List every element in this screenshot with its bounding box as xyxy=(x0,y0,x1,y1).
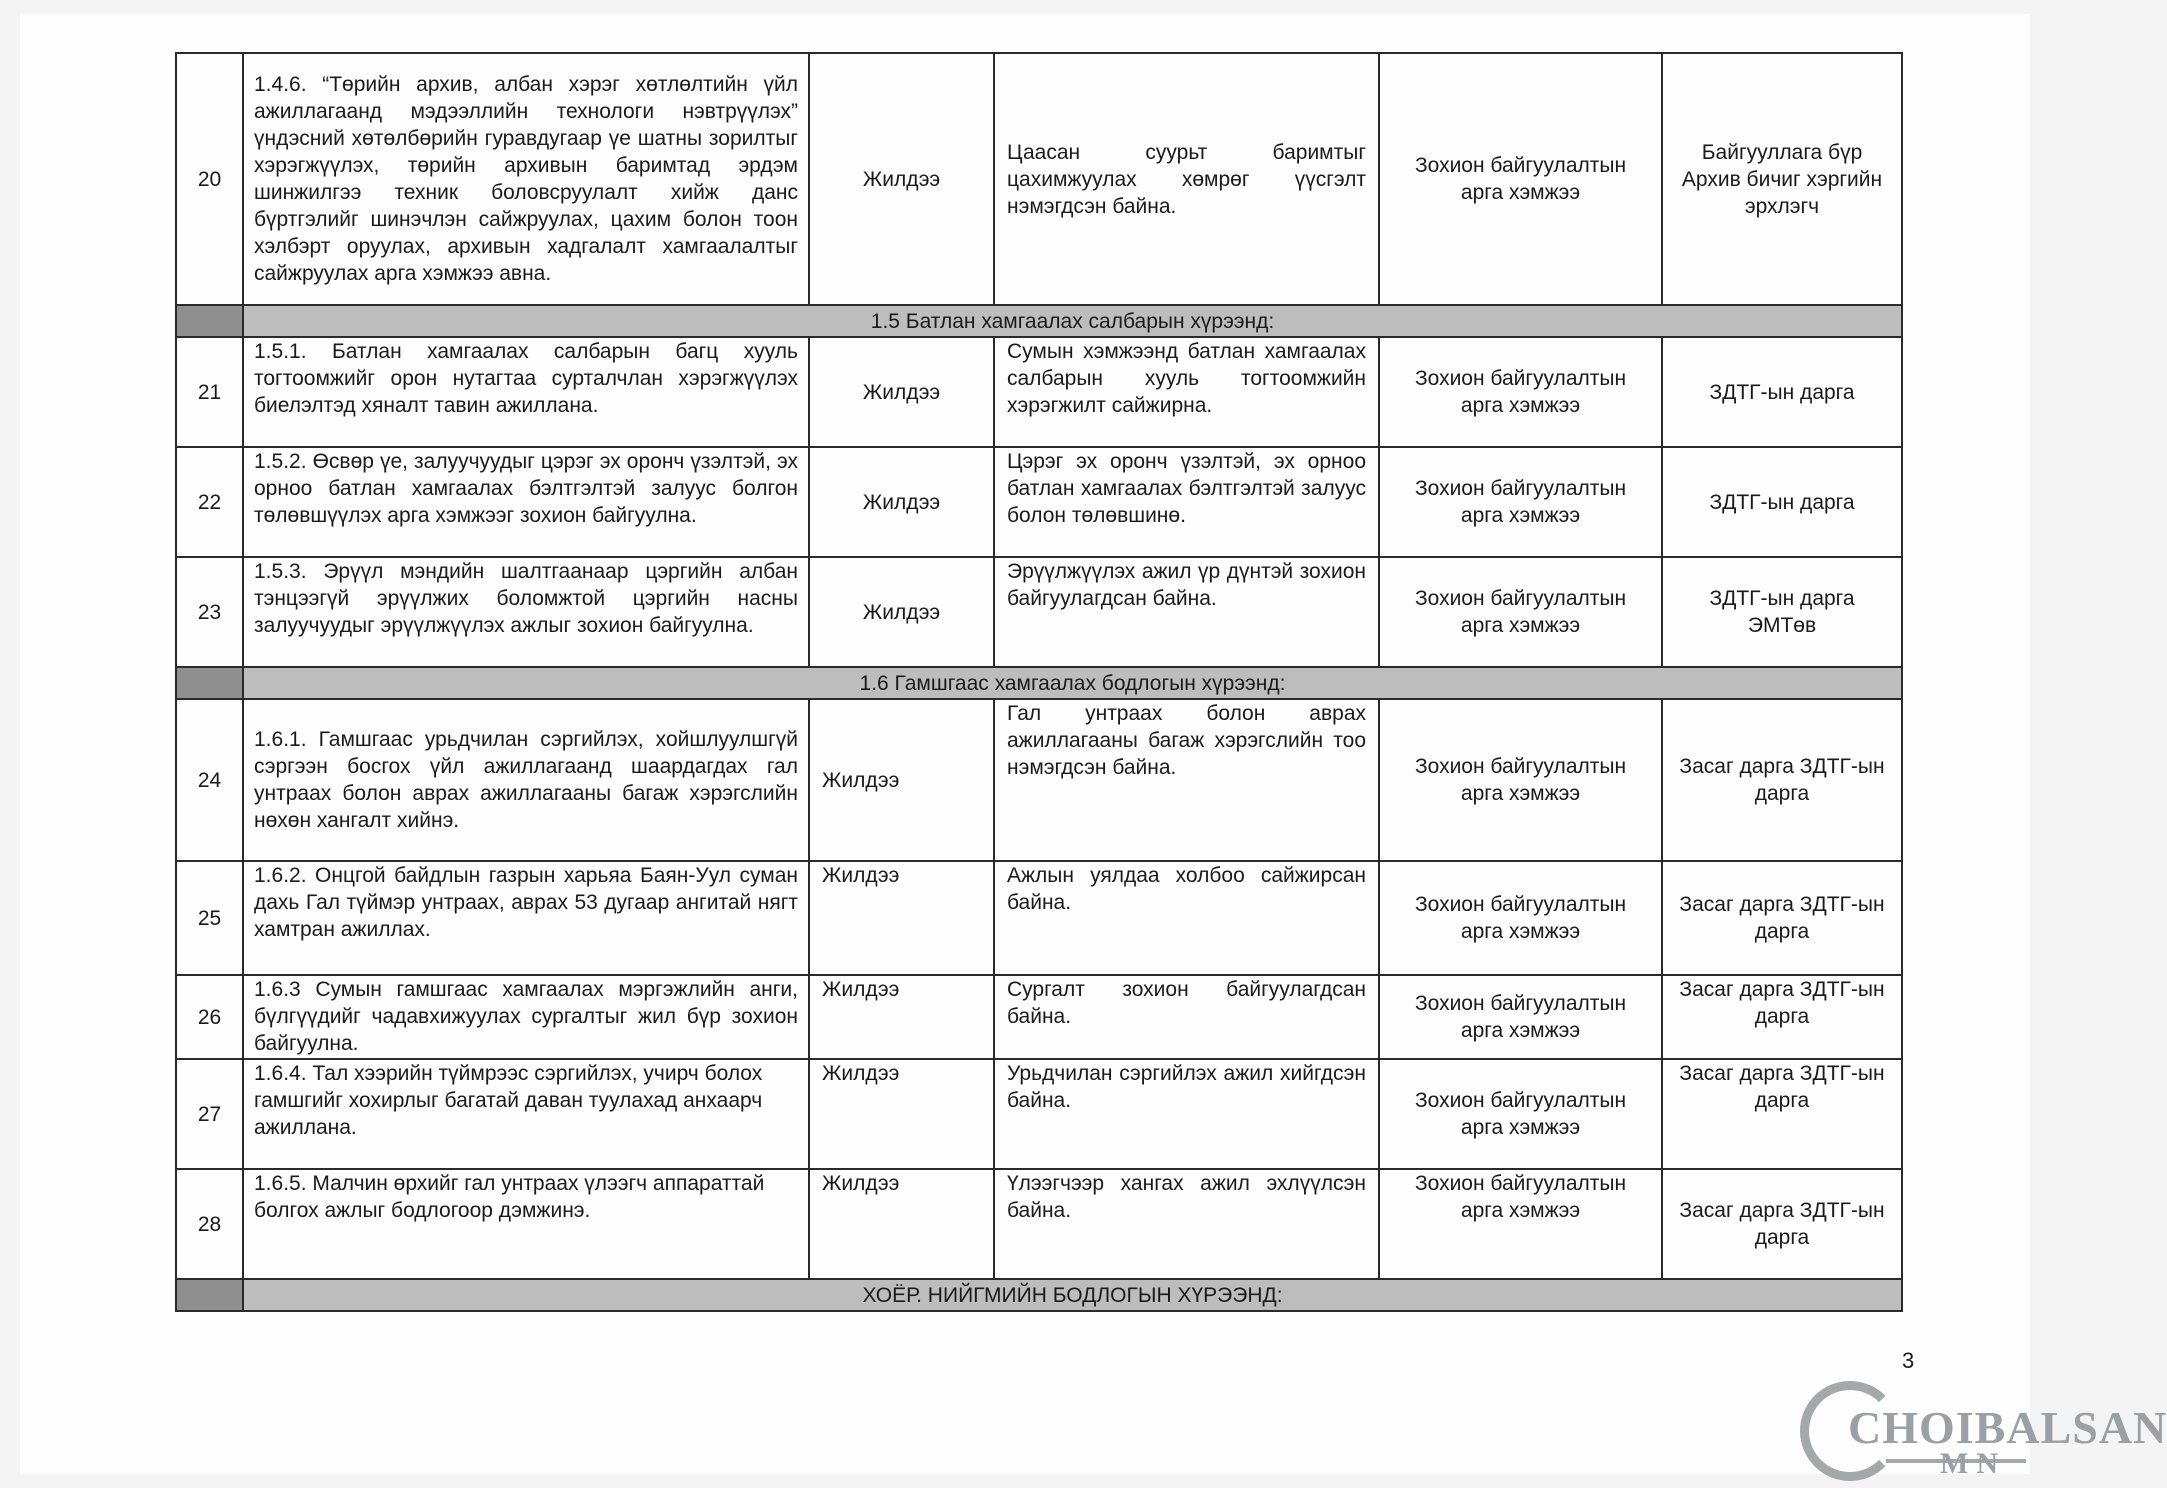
section-title: 1.6 Гамшгаас хамгаалах бодлогын хүрээнд: xyxy=(243,667,1902,699)
responsible: Байгууллага бүр Архив бичиг хэргийн эрхлэгч xyxy=(1662,53,1902,305)
watermark-subtext: MN xyxy=(1940,1447,2006,1480)
measure-type: Зохион байгуулалтын арга хэмжээ xyxy=(1379,975,1662,1059)
table-row xyxy=(176,699,1902,861)
table-row xyxy=(176,447,1902,557)
timeframe: Жилдээ xyxy=(809,53,994,305)
measure-type: Зохион байгуулалтын арга хэмжээ xyxy=(1379,699,1662,861)
table-row xyxy=(176,53,1902,305)
responsible: ЗДТГ-ын дарга ЭМТөв xyxy=(1662,557,1902,667)
row-number: 25 xyxy=(176,861,243,975)
activity-text: 1.5.3. Эрүүл мэндийн шалтгаанаар цэргийн албан тэнцээгүй эрүүлжих боломжтой цэргийн насны залуучуудыг эрүүлжүүлэх ажлыг зохион байгуулна. xyxy=(243,557,809,667)
expected-result: Гал унтраах болон аврах ажиллагааны багаж хэрэгслийн тоо нэмэгдсэн байна. xyxy=(994,699,1379,861)
section-header xyxy=(176,305,1902,337)
row-number: 27 xyxy=(176,1059,243,1169)
section-title: ХОЁР. НИЙГМИЙН БОДЛОГЫН ХҮРЭЭНД: xyxy=(243,1279,1902,1311)
expected-result: Сургалт зохион байгуулагдсан байна. xyxy=(994,975,1379,1059)
activity-text: 1.5.2. Өсвөр үе, залуучуудыг цэрэг эх оронч үзэлтэй, эх орноо батлан хамгаалах бэлтгэлтэй залуус болгон төлөвшүүлэх арга хэмжээг зохион байгуулна. xyxy=(243,447,809,557)
expected-result: Цэрэг эх оронч үзэлтэй, эх орноо батлан хамгаалах бэлтгэлтэй залуус болон төлөвшинө. xyxy=(994,447,1379,557)
table-row xyxy=(176,337,1902,447)
activity-text: 1.6.5. Малчин өрхийг гал унтраах үлээгч аппараттай болгох ажлыг бодлогоор дэмжинэ. xyxy=(243,1169,809,1279)
row-number: 23 xyxy=(176,557,243,667)
timeframe: Жилдээ xyxy=(809,337,994,447)
section-header xyxy=(176,1279,1902,1311)
timeframe: Жилдээ xyxy=(809,1059,994,1169)
activity-text: 1.5.1. Батлан хамгаалах салбарын багц хууль тогтоомжийг орон нутагтаа сурталчлан хэрэгжүүлэх биелэлтэд хяналт тавин ажиллана. xyxy=(243,337,809,447)
table-row xyxy=(176,861,1902,975)
activity-text: 1.4.6. “Төрийн архив, албан хэрэг хөтлөлтийн үйл ажиллагаанд мэдээллийн технологи нэвтрүүлэх” үндэсний хөтөлбөрийн гуравдугаар үе шатны зорилтыг хэрэгжүүлэх, төрийн архивын баримтад эрдэм шинжилгээ техник боловсруулалт хийж данс бүртгэлийг шинэчлэн сайжруулах, цахим болон тоон хэлбэрт оруулах, архивын хадгалалт хамгаалалтыг сайжруулах арга хэмжээ авна. xyxy=(243,53,809,305)
section-title: 1.5 Батлан хамгаалах салбарын хүрээнд: xyxy=(243,305,1902,337)
row-number: 21 xyxy=(176,337,243,447)
timeframe: Жилдээ xyxy=(809,557,994,667)
site-watermark xyxy=(1790,1375,2167,1485)
measure-type: Зохион байгуулалтын арга хэмжээ xyxy=(1379,447,1662,557)
expected-result: Цаасан суурьт баримтыг цахимжуулах хөмрөг үүсгэлт нэмэгдсэн байна. xyxy=(994,53,1379,305)
expected-result: Урьдчилан сэргийлэх ажил хийгдсэн байна. xyxy=(994,1059,1379,1169)
responsible: Засаг дарга ЗДТГ-ын дарга xyxy=(1662,1059,1902,1169)
activity-text: 1.6.2. Онцгой байдлын газрын харьяа Баян-Уул суман дахь Гал түймэр унтраах, аврах 53 дугаар ангитай нягт хамтран ажиллах. xyxy=(243,861,809,975)
timeframe: Жилдээ xyxy=(809,447,994,557)
measure-type: Зохион байгуулалтын арга хэмжээ xyxy=(1379,1169,1662,1279)
activity-text: 1.6.4. Тал хээрийн түймрээс сэргийлэх, учирч болох гамшгийг хохирлыг багатай даван туулахад анхаарч ажиллана. xyxy=(243,1059,809,1169)
timeframe: Жилдээ xyxy=(809,699,994,861)
section-header xyxy=(176,667,1902,699)
measure-type: Зохион байгуулалтын арга хэмжээ xyxy=(1379,53,1662,305)
measure-type: Зохион байгуулалтын арга хэмжээ xyxy=(1379,557,1662,667)
responsible: Засаг дарга ЗДТГ-ын дарга xyxy=(1662,861,1902,975)
table-row xyxy=(176,975,1902,1059)
expected-result: Эрүүлжүүлэх ажил үр дүнтэй зохион байгуулагдсан байна. xyxy=(994,557,1379,667)
activity-text: 1.6.3 Сумын гамшгаас хамгаалах мэргэжлийн анги, бүлгүүдийг чадавхижуулах сургалтыг жил бүр зохион байгуулна. xyxy=(243,975,809,1059)
row-number: 28 xyxy=(176,1169,243,1279)
responsible: Засаг дарга ЗДТГ-ын дарга xyxy=(1662,699,1902,861)
table-row xyxy=(176,1169,1902,1279)
expected-result: Үлээгчээр хангах ажил эхлүүлсэн байна. xyxy=(994,1169,1379,1279)
responsible: Засаг дарга ЗДТГ-ын дарга xyxy=(1662,1169,1902,1279)
responsible: ЗДТГ-ын дарга xyxy=(1662,337,1902,447)
row-number: 20 xyxy=(176,53,243,305)
row-number: 22 xyxy=(176,447,243,557)
table-row xyxy=(176,557,1902,667)
table-row xyxy=(176,1059,1902,1169)
watermark-text: CHOIBALSAN xyxy=(1848,1402,2167,1453)
responsible: Засаг дарга ЗДТГ-ын дарга xyxy=(1662,975,1902,1059)
expected-result: Сумын хэмжээнд батлан хамгаалах салбарын хууль тогтоомжийн хэрэгжилт сайжирна. xyxy=(994,337,1379,447)
expected-result: Ажлын уялдаа холбоо сайжирсан байна. xyxy=(994,861,1379,975)
row-number: 26 xyxy=(176,975,243,1059)
measure-type: Зохион байгуулалтын арга хэмжээ xyxy=(1379,861,1662,975)
activity-text: 1.6.1. Гамшгаас урьдчилан сэргийлэх, хойшлуулшгүй сэргээн босгох үйл ажиллагаанд шаардагдах гал унтраах болон аврах ажиллагааны багаж хэрэгслийн нөхөн хангалт хийнэ. xyxy=(243,699,809,861)
timeframe: Жилдээ xyxy=(809,975,994,1059)
timeframe: Жилдээ xyxy=(809,861,994,975)
responsible: ЗДТГ-ын дарга xyxy=(1662,447,1902,557)
row-number: 24 xyxy=(176,699,243,861)
measure-type: Зохион байгуулалтын арга хэмжээ xyxy=(1379,337,1662,447)
measure-type: Зохион байгуулалтын арга хэмжээ xyxy=(1379,1059,1662,1169)
action-plan-table xyxy=(175,52,1903,1312)
timeframe: Жилдээ xyxy=(809,1169,994,1279)
page-number: 3 xyxy=(1902,1348,1915,1373)
